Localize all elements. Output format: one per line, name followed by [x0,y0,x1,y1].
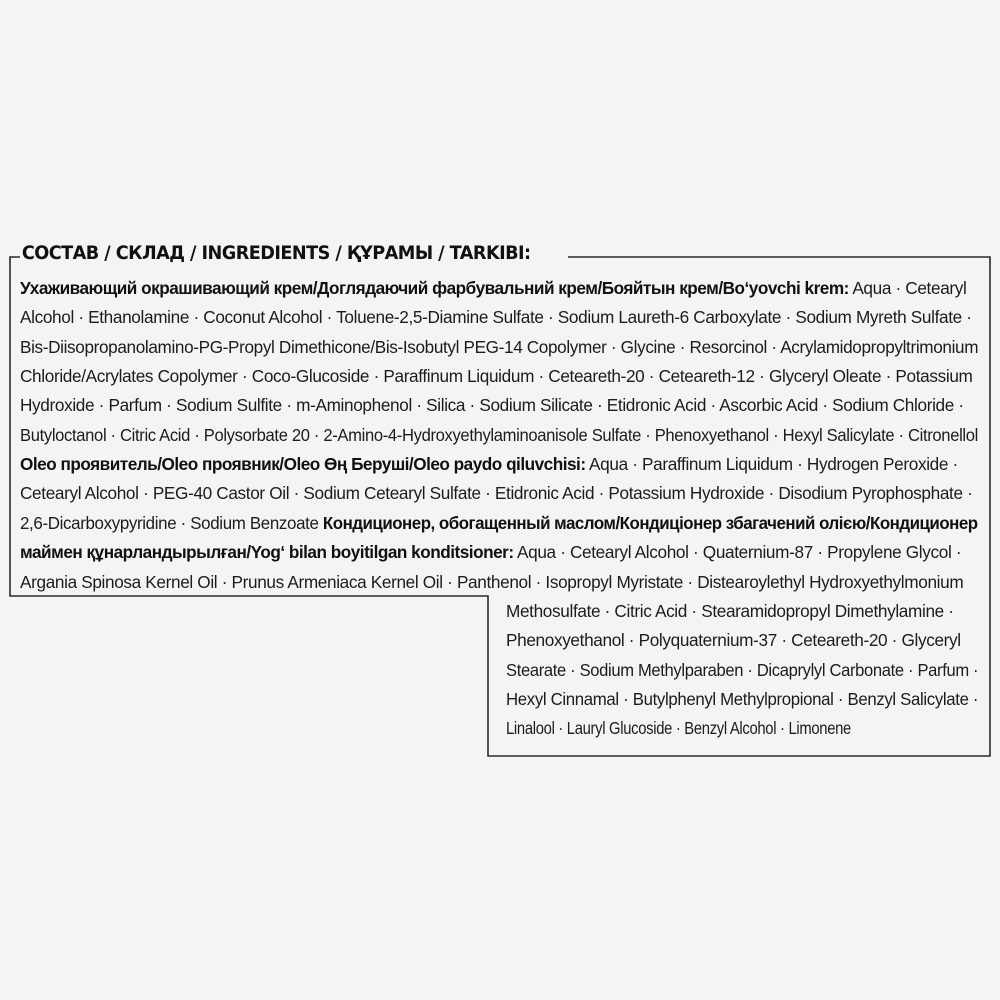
ingredient-line-16: Linalool · Lauryl Glucoside · Benzyl Alcohol · Limonene [506,718,851,739]
ingredient-line-11: Argania Spinosa Kernel Oil · Prunus Armeniaca Kernel Oil · Panthenol · Isopropyl Myristate · Distearoylethyl Hydroxyethylmonium [20,571,964,592]
section-title-conditioner-cont: маймен құнарландырылған/Yog‘ bilan boyitilgan konditsioner: [20,542,514,563]
ingredient-line-4: Chloride/Acrylates Copolymer · Coco-Glucoside · Paraffinum Liquidum · Ceteareth-20 · Ceteareth-12 · Glyceryl Oleate · Potassium [20,366,973,387]
ingredient-line-1: Ухаживающий окрашивающий крем/Доглядаючий фарбувальний крем/Бояйтын крем/Bo‘yovchi krem: Aqua · Cetearyl [20,278,967,298]
ingredient-line-14: Stearate · Sodium Methylparaben · Dicaprylyl Carbonate · Parfum · [506,659,979,680]
ingredient-line-2: Alcohol · Ethanolamine · Coconut Alcohol · Toluene-2,5-Diamine Sulfate · Sodium Laureth-6 Carboxylate · Sodium Myreth Sulfate · [20,307,972,328]
ingredient-line-6: Butyloctanol · Citric Acid · Polysorbate 20 · 2-Amino-4-Hydroxyethylaminoanisole Sulfate · Phenoxyethanol · Hexyl Salicylate · Citronellol [20,424,979,445]
section-title-developer: Oleo проявитель/Oleo проявник/Oleo Өң Беруші/Oleo paydo qiluvchisi: [20,454,586,475]
ingredient-line-15: Hexyl Cinnamal · Butylphenyl Methylpropional · Benzyl Salicylate · [506,688,979,709]
ingredient-line-13: Phenoxyethanol · Polyquaternium-37 · Ceteareth-20 · Glyceryl [506,630,961,651]
ingredient-line-7: Oleo проявитель/Oleo проявник/Oleo Өң Беруші/Oleo paydo qiluvchisi: Aqua · Paraffinum Liquidum · Hydrogen Peroxide · [20,454,958,475]
section-title-conditioner: Кондиционер, обогащенный маслом/Кондиціонер збагачений олією/Кондиционер [322,512,978,533]
ingredient-line-9: 2,6-Dicarboxypyridine · Sodium Benzoate Кондиционер, обогащенный маслом/Кондиціонер збагачений олією/Кондиционер [20,512,978,533]
ingredient-line-8: Cetearyl Alcohol · PEG-40 Castor Oil · Sodium Cetearyl Sulfate · Etidronic Acid · Potassium Hydroxide · Disodium Pyrophosphate · [20,483,973,504]
ingredients-heading: СОСТАВ / СКЛАД / INGREDIENTS / ҚҰРАМЫ / TARKIBI: [20,242,534,264]
ingredient-line-12: Methosulfate · Citric Acid · Stearamidopropyl Dimethylamine · [506,600,954,621]
ingredient-line-5: Hydroxide · Parfum · Sodium Sulfite · m-Aminophenol · Silica · Sodium Silicate · Etidronic Acid · Ascorbic Acid · Sodium Chloride · [20,395,964,416]
ingredient-line-10: маймен құнарландырылған/Yog‘ bilan boyitilgan konditsioner: Aqua · Cetearyl Alcohol · Quaternium-87 · Propylene Glycol · [20,542,962,563]
ingredient-line-3: Bis-Diisopropanolamino-PG-Propyl Dimethicone/Bis-Isobutyl PEG-14 Copolymer · Glycine · Resorcinol · Acrylamidopropyltrimonium [20,336,979,357]
section-title-coloring-cream: Ухаживающий окрашивающий крем/Доглядаючий фарбувальний крем/Бояйтын крем/Bo‘yovchi krem: [20,278,849,298]
